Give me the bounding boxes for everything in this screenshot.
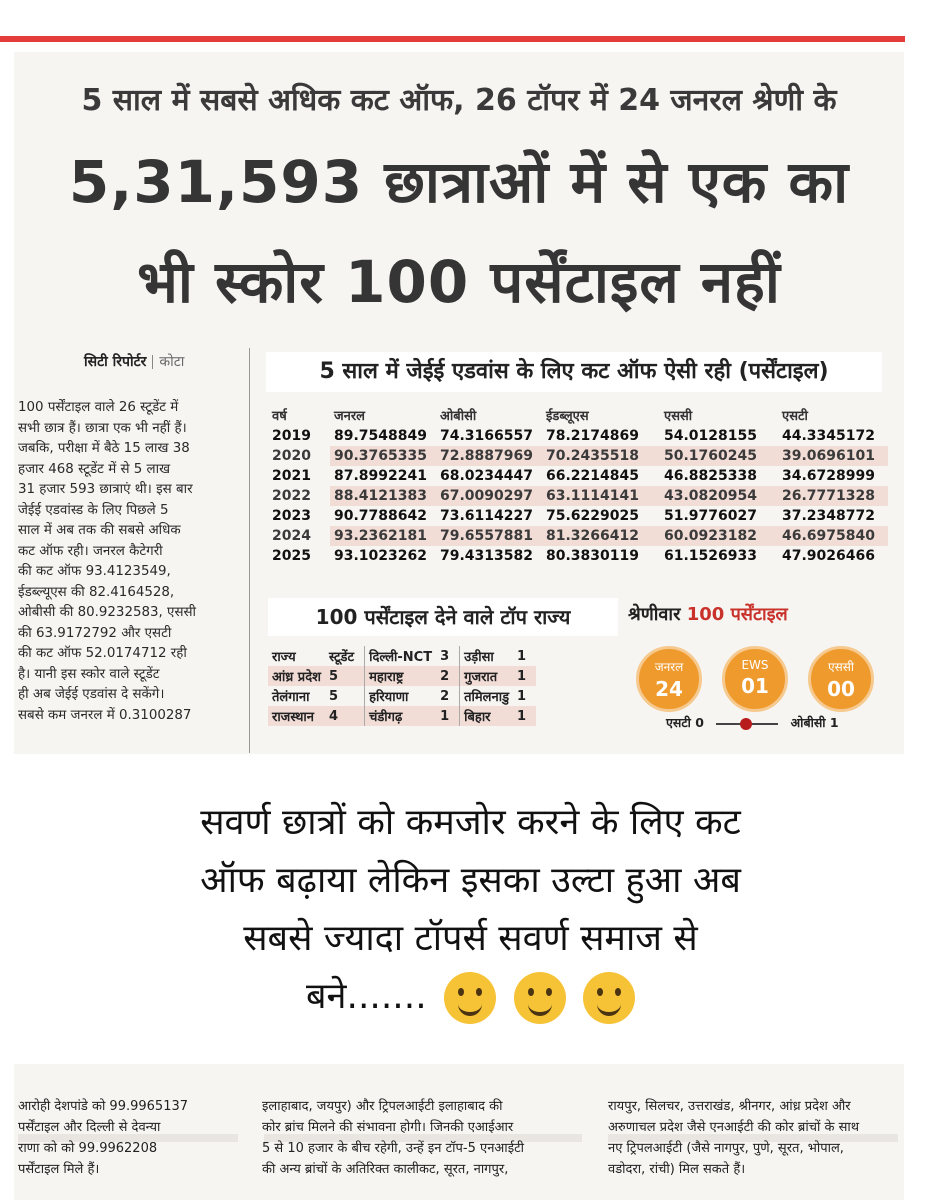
table-cell: 87.8992241 xyxy=(334,468,427,484)
table-row xyxy=(268,546,888,566)
table-cell: 46.8825338 xyxy=(664,468,757,484)
table-cell: बिहार xyxy=(460,706,513,726)
table-cell: महाराष्ट्र xyxy=(365,666,437,686)
reporter-name: सिटी रिपोर्टर xyxy=(84,354,147,370)
body-line: की कट ऑफ 93.4123549, xyxy=(18,564,171,579)
body-line: की अन्य ब्रांचों के अतिरिक्त कालीकट, सूरत, नागपुर, xyxy=(262,1162,509,1177)
table-cell: 60.0923182 xyxy=(660,526,778,546)
pointing-hand-icon xyxy=(514,972,566,1024)
category-title-highlight: 100 पर्सेंटाइल xyxy=(686,604,788,625)
caption-text: बने....... xyxy=(306,976,427,1017)
cutoff-header-row xyxy=(268,404,888,426)
table-cell: 2021 xyxy=(272,468,311,484)
badge-value: 01 xyxy=(741,674,769,698)
table-cell: 90.3765335 xyxy=(330,446,436,466)
body-line: कोर ब्रांच मिलने की संभावना होगी। जिनकी एआईआर xyxy=(262,1120,514,1135)
table-cell: 61.1526933 xyxy=(664,548,757,564)
caption-line: ऑफ बढ़ाया लेकिन इसका उल्टा हुआ अब xyxy=(200,860,741,901)
table-cell: 2019 xyxy=(272,428,311,444)
table-cell: 46.6975840 xyxy=(778,526,888,546)
body-line: साल में अब तक की सबसे अधिक xyxy=(18,523,181,538)
body-line: जबकि, परीक्षा में बैठे 15 लाख 38 xyxy=(18,441,190,456)
table-cell: 2020 xyxy=(272,448,311,464)
general-count-badge xyxy=(636,646,702,712)
table-cell: 80.3830119 xyxy=(546,548,639,564)
st-obc-scale xyxy=(666,714,839,731)
dateline-place: कोटा xyxy=(159,354,185,370)
table-cell: गुजरात xyxy=(460,666,513,686)
table-cell: 26.7771328 xyxy=(778,486,888,506)
bottom-column-3 xyxy=(608,1096,908,1180)
table-cell: 1 xyxy=(436,706,460,726)
body-line: सभी छात्र हैं। छात्रा एक भी नहीं हैं। xyxy=(18,420,187,436)
table-cell: 68.0234447 xyxy=(440,468,533,484)
body-line: 100 पर्सेंटाइल वाले 26 स्टूडेंट में xyxy=(18,400,179,415)
table-row xyxy=(268,526,888,546)
body-line: वडोदरा, रांची) मिल सकते हैं। xyxy=(608,1162,746,1177)
table-cell: 37.2348772 xyxy=(782,508,875,524)
body-line: कट ऑफ रही। जनरल कैटेगरी xyxy=(18,543,163,559)
table-cell: 79.4313582 xyxy=(440,548,533,564)
caption-overlay xyxy=(0,754,941,1064)
column-header: एसटी xyxy=(782,409,808,424)
bottom-column-2 xyxy=(262,1096,580,1180)
table-cell: 1 xyxy=(517,648,527,664)
table-cell: 1 xyxy=(513,706,536,726)
badge-label: जनरल xyxy=(654,660,684,674)
table-cell: स्टूडेंट xyxy=(328,650,355,665)
table-cell: 93.2362181 xyxy=(330,526,436,546)
table-cell: 2024 xyxy=(272,528,311,544)
article-body xyxy=(18,398,240,726)
sc-count-badge xyxy=(808,646,874,712)
table-cell: 5 xyxy=(325,666,365,686)
ews-count-badge xyxy=(722,646,788,712)
byline xyxy=(84,352,184,371)
scale-right-label: ओबीसी 1 xyxy=(790,715,839,730)
body-line: आरोही देशपांडे को 99.9965137 xyxy=(18,1099,189,1114)
top-states-table xyxy=(268,646,536,726)
thinking-face-icon xyxy=(444,972,496,1024)
table-cell: राज्य xyxy=(272,650,296,665)
column-header: जनरल xyxy=(334,409,365,424)
table-cell: 43.0820954 xyxy=(660,486,778,506)
table-cell: 5 xyxy=(328,688,338,704)
table-cell: 78.2174869 xyxy=(546,428,639,444)
table-row xyxy=(268,646,536,666)
table-cell: राजस्थान xyxy=(268,706,325,726)
column-divider xyxy=(249,348,250,753)
table-cell: चंडीगढ़ xyxy=(365,706,437,726)
column-header: ओबीसी xyxy=(440,409,477,424)
table-cell: उड़ीसा xyxy=(460,646,513,666)
table-cell: 2 xyxy=(440,688,450,704)
column-header: ईडब्लूएस xyxy=(546,409,589,424)
category-title xyxy=(628,602,788,626)
caption-line: सवर्ण छात्रों को कमजोर करने के लिए कट xyxy=(200,802,741,843)
body-line: की 63.9172792 और एसटी xyxy=(18,625,172,641)
table-cell: 50.1760245 xyxy=(660,446,778,466)
caption-line-last xyxy=(0,968,941,1026)
body-line: पर्सेंटाइल मिले हैं। xyxy=(18,1162,100,1177)
table-cell: 93.1023262 xyxy=(334,548,427,564)
table-cell: 81.3266412 xyxy=(542,526,660,546)
table-cell: 89.7548849 xyxy=(334,428,427,444)
table-cell: 2023 xyxy=(272,508,311,524)
table-cell: 75.6229025 xyxy=(546,508,639,524)
kicker-headline: 5 साल में सबसे अधिक कट ऑफ, 26 टॉपर में 24 जनरल श्रेणी के xyxy=(81,83,837,118)
table-cell: तमिलनाडु xyxy=(460,686,513,706)
table-cell: 73.6114227 xyxy=(440,508,533,524)
body-line: नए ट्रिपलआईटी (जैसे नागपुर, पुणे, सूरत, भोपाल, xyxy=(608,1141,844,1156)
table-cell: तेलंगाना xyxy=(272,690,310,705)
body-line: हजार 468 स्टूडेंट में से 5 लाख xyxy=(18,461,171,477)
body-line: सबसे कम जनरल में 0.3100287 xyxy=(18,707,192,723)
table-cell: 1 xyxy=(517,688,527,704)
body-line: है। यानी इस स्कोर वाले स्टूडेंट xyxy=(18,666,160,682)
table-row xyxy=(268,446,888,466)
table-cell: 47.9026466 xyxy=(782,548,875,564)
main-headline-line2: भी स्कोर 100 पर्सेंटाइल नहीं xyxy=(137,248,781,316)
table-cell: 3 xyxy=(440,648,450,664)
table-cell: 51.9776027 xyxy=(664,508,757,524)
body-line: अरुणाचल प्रदेश जैसे एनआईटी की कोर ब्रांचों के साथ xyxy=(608,1120,860,1135)
table-cell: 39.0696101 xyxy=(778,446,888,466)
table-cell: 67.0090297 xyxy=(436,486,542,506)
table-cell: 1 xyxy=(513,666,536,686)
table-row xyxy=(268,426,888,446)
table-cell: 34.6728999 xyxy=(782,468,875,484)
body-line: पर्सेंटाइल और दिल्ली से देवन्या xyxy=(18,1120,161,1135)
top-states-title: 100 पर्सेंटाइल देने वाले टॉप राज्य xyxy=(268,598,618,636)
grinning-sweat-icon xyxy=(583,972,635,1024)
main-headline-line1: 5,31,593 छात्राओं में से एक का xyxy=(68,148,850,216)
table-cell: 90.7788642 xyxy=(334,508,427,524)
scale-left-label: एसटी 0 xyxy=(666,715,704,730)
byline-separator xyxy=(152,355,153,369)
badge-value: 00 xyxy=(827,677,855,701)
table-cell: 70.2435518 xyxy=(542,446,660,466)
caption-line: सबसे ज्यादा टॉपर्स सवर्ण समाज से xyxy=(243,918,698,959)
table-cell: 79.6557881 xyxy=(436,526,542,546)
table-cell: 66.2214845 xyxy=(546,468,639,484)
body-line: जेईई एडवांस्ड के लिए पिछले 5 xyxy=(18,502,169,518)
column-header: एससी xyxy=(664,409,693,424)
table-cell: 4 xyxy=(325,706,365,726)
body-line: रायपुर, सिलचर, उत्तराखंड, श्रीनगर, आंध्र प्रदेश और xyxy=(608,1099,851,1114)
table-row xyxy=(268,486,888,506)
table-row xyxy=(268,506,888,526)
table-row xyxy=(268,466,888,486)
body-line: इलाहाबाद, जयपुर) और ट्रिपलआईटी इलाहाबाद की xyxy=(262,1099,503,1114)
body-line: ही अब जेईई एडवांस दे सकेंगे। xyxy=(18,687,165,702)
table-cell: 88.4121383 xyxy=(330,486,436,506)
badge-label: EWS xyxy=(741,658,769,672)
table-cell: आंध्र प्रदेश xyxy=(268,666,325,686)
table-cell: 74.3166557 xyxy=(440,428,533,444)
badge-label: एससी xyxy=(828,660,854,674)
column-header: वर्ष xyxy=(272,409,287,424)
table-row xyxy=(268,686,536,706)
body-line: 5 से 10 हजार के बीच रहेगी, उन्हें इन टॉप-5 एनआईटी xyxy=(262,1141,524,1156)
body-line: राणा को को 99.9962208 xyxy=(18,1141,158,1156)
red-rule xyxy=(0,36,905,42)
table-row xyxy=(268,666,536,686)
body-line: 31 हजार 593 छात्राएं थी। इस बार xyxy=(18,482,193,497)
table-cell: 2 xyxy=(436,666,460,686)
bottom-column-1 xyxy=(18,1096,238,1180)
table-cell: 72.8887969 xyxy=(436,446,542,466)
body-line: की कट ऑफ 52.0174712 रही xyxy=(18,646,187,661)
double-arrow-icon xyxy=(712,718,782,730)
cutoff-table-title: 5 साल में जेईई एडवांस के लिए कट ऑफ ऐसी रही (पर्सेंटाइल) xyxy=(266,352,882,392)
table-cell: 44.3345172 xyxy=(782,428,875,444)
cutoff-table xyxy=(268,404,888,566)
top-banner xyxy=(0,0,941,52)
category-title-prefix: श्रेणीवार xyxy=(628,604,681,625)
badge-value: 24 xyxy=(655,677,683,701)
table-cell: दिल्ली-NCT xyxy=(365,646,437,666)
table-cell: 2022 xyxy=(272,488,311,504)
body-line: ओबीसी की 80.9232583, एससी xyxy=(18,605,197,620)
table-cell: हरियाणा xyxy=(365,686,437,706)
table-cell: 63.1114141 xyxy=(542,486,660,506)
table-cell: 54.0128155 xyxy=(664,428,757,444)
body-line: ईडब्ल्यूएस की 82.4164528, xyxy=(18,584,175,600)
table-cell: 2025 xyxy=(272,548,311,564)
table-row xyxy=(268,706,536,726)
